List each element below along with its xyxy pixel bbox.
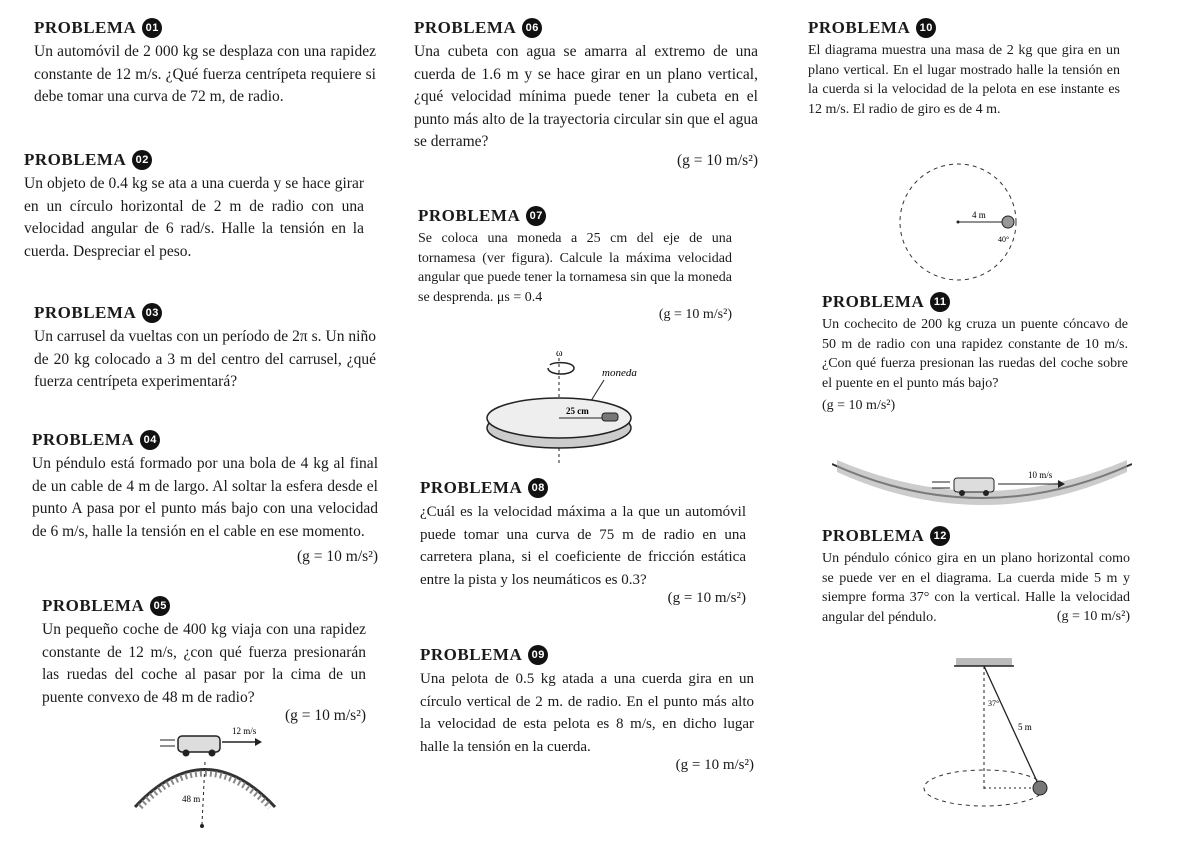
wheel-icon	[983, 490, 989, 496]
problem-number-badge: 07	[526, 206, 546, 226]
gravity-note: (g = 10 m/s²)	[297, 548, 378, 565]
coin-icon	[602, 413, 618, 421]
center-point	[200, 824, 204, 828]
problem-text: Un carrusel da vueltas con un período de 2π s. Un niño de 20 kg colocado a 3 m del centro del carrusel, ¿qué fuerza centrípeta experimentará?	[34, 328, 376, 390]
problem-03	[34, 303, 376, 394]
rotation-arrow-icon	[548, 363, 574, 374]
problem-number-badge: 03	[142, 303, 162, 323]
problem-10	[808, 18, 1120, 119]
problem-11	[822, 292, 1128, 416]
problem-text: Un péndulo está formado por una bola de 4 kg al final de un cable de 4 m de largo. Al soltar la esfera desde el punto A pasa por el punto más bajo con una velocidad de 6 m/s, halle la tensión en el cable en ese momento.	[32, 455, 378, 540]
problem-label: PROBLEMA	[34, 303, 137, 322]
problem-12	[822, 526, 1130, 627]
concave-bridge-figure	[832, 458, 1132, 520]
problem-number-badge: 12	[930, 526, 950, 546]
coin-label: moneda	[602, 367, 637, 379]
problem-text: Una pelota de 0.5 kg atada a una cuerda gira en un círculo vertical de 2 m. de radio. En el punto más alto la velocidad de esta pelota es 8 m/s, en dicho lugar halle la tensión en la cuerda.	[420, 671, 754, 755]
problem-number-badge: 10	[916, 18, 936, 38]
problem-number-badge: 11	[930, 292, 950, 312]
problem-number-badge: 04	[140, 430, 160, 450]
problem-label: PROBLEMA	[418, 206, 521, 225]
wheel-icon	[959, 490, 965, 496]
problem-label: PROBLEMA	[42, 596, 145, 615]
problem-label: PROBLEMA	[414, 18, 517, 37]
gravity-note: (g = 10 m/s²)	[667, 590, 746, 606]
car-icon	[954, 478, 994, 492]
radius-label: 48 m	[182, 794, 201, 804]
problem-label: PROBLEMA	[420, 478, 523, 497]
problem-09	[420, 645, 754, 777]
problem-08	[420, 478, 746, 610]
problem-label: PROBLEMA	[822, 292, 925, 311]
conical-pendulum-figure	[920, 654, 1070, 814]
vertical-circle-figure	[894, 160, 1028, 286]
car-icon	[178, 736, 220, 752]
problem-label: PROBLEMA	[34, 18, 137, 37]
problem-02	[24, 150, 364, 263]
problem-05	[42, 596, 366, 728]
arrow-head-icon	[255, 738, 262, 746]
problem-label: PROBLEMA	[822, 526, 925, 545]
problem-text: Un cochecito de 200 kg cruza un puente cóncavo de 50 m de radio con una rapidez constante de 10 m/s. ¿Con qué fuerza presionan las ruedas del coche sobre el puente en el punto más bajo?	[822, 317, 1128, 391]
angle-label: 40°	[998, 235, 1010, 244]
problem-number-badge: 01	[142, 18, 162, 38]
bridge-hatching	[140, 774, 270, 808]
problem-07	[418, 206, 732, 325]
problem-06	[414, 18, 758, 172]
gravity-note: (g = 10 m/s²)	[675, 757, 754, 773]
problem-text: ¿Cuál es la velocidad máxima a la que un automóvil puede tomar una curva de 75 m de radio en una carretera plana, si el coeficiente de fricción estática entre la pista y los neumáticos es 0.3?	[420, 504, 746, 588]
wheel-icon	[209, 750, 216, 757]
problem-number-badge: 02	[132, 150, 152, 170]
problem-text: Un péndulo cónico gira en un plano horizontal como se puede ver en el diagrama. La cuerda mide 5 m y siempre forma 37° con la vertical. Halle la velocidad angular del péndulo.	[822, 551, 1130, 625]
gravity-note: (g = 10 m/s²)	[822, 398, 896, 413]
speed-label: 12 m/s	[232, 726, 257, 736]
problem-text: Una cubeta con agua se amarra al extremo de una cuerda de 1.6 m y se hace girar en un plano vertical, ¿qué velocidad mínima puede tener la cubeta en el punto más alto de la trayectoria circular sin que el agua se derrame?	[414, 43, 758, 150]
gravity-note: (g = 10 m/s²)	[1056, 609, 1130, 624]
problem-text: Se coloca una moneda a 25 cm del eje de una tornamesa (ver figura). Calcule la máxima velocidad angular que puede tener la tornamesa sin que la moneda se desprenda. μs = 0.4	[418, 231, 732, 305]
length-label: 5 m	[1018, 722, 1032, 732]
turntable-figure	[484, 346, 654, 472]
distance-label: 25 cm	[566, 406, 589, 416]
radius-line	[202, 762, 205, 824]
ball-icon	[1002, 216, 1014, 228]
problem-text: Un pequeño coche de 400 kg viaja con una rapidez constante de 12 m/s, ¿con qué fuerza presionarán las ruedas del coche al pasar por la cima de un puente convexo de 48 m de radio?	[42, 621, 366, 706]
problem-label: PROBLEMA	[808, 18, 911, 37]
angle-label: 37°	[988, 699, 1000, 708]
convex-bridge-figure	[130, 722, 280, 832]
problem-text: El diagrama muestra una masa de 2 kg que gira en un plano vertical. En el lugar mostrado halle la tensión en la cuerda si la velocidad de la pelota en ese instante es 12 m/s. El radio de giro es de 4 m.	[808, 43, 1120, 117]
problem-01	[34, 18, 376, 109]
wheel-icon	[183, 750, 190, 757]
radius-label: 4 m	[972, 210, 986, 220]
gravity-note: (g = 10 m/s²)	[677, 151, 758, 169]
problem-text: Un automóvil de 2 000 kg se desplaza con una rapidez constante de 12 m/s. ¿Qué fuerza centrípeta requiere si debe tomar una curva de 72 m, de radio.	[34, 43, 376, 105]
problem-text: Un objeto de 0.4 kg se ata a una cuerda y se hace girar en un círculo horizontal de 2 m de radio con una velocidad angular de 6 rad/s. Halle la tensión en la cuerda. Despreciar el peso.	[24, 175, 364, 260]
center-point	[957, 221, 960, 224]
gravity-note: (g = 10 m/s²)	[658, 307, 732, 322]
problem-number-badge: 06	[522, 18, 542, 38]
problem-number-badge: 08	[528, 478, 548, 498]
problem-number-badge: 09	[528, 645, 548, 665]
omega-label: ω	[556, 348, 563, 359]
problem-number-badge: 05	[150, 596, 170, 616]
problem-label: PROBLEMA	[32, 430, 135, 449]
gravity-note: (g = 10 m/s²)	[285, 707, 366, 724]
speed-label: 10 m/s	[1028, 470, 1053, 480]
problem-label: PROBLEMA	[24, 150, 127, 169]
ceiling	[956, 658, 1012, 666]
ball-icon	[1033, 781, 1047, 795]
problem-04	[32, 430, 378, 569]
problem-label: PROBLEMA	[420, 645, 523, 664]
